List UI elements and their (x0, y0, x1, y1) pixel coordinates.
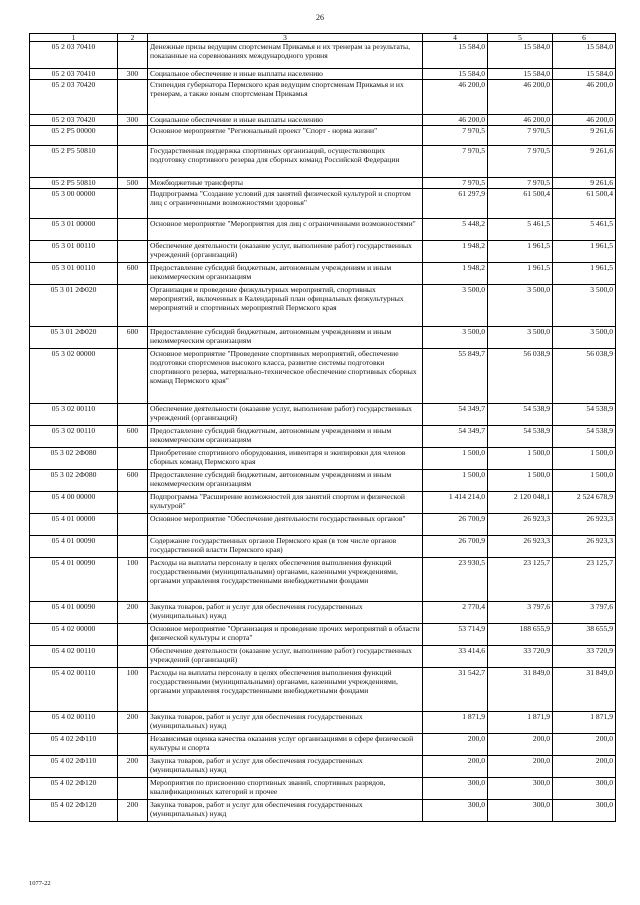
cell-amount-year1: 300,0 (423, 800, 488, 822)
table-row (30, 115, 616, 126)
cell-amount-year1: 1 500,0 (423, 470, 488, 492)
cell-amount-year3: 56 038,9 (553, 349, 616, 404)
cell-expense-type (118, 492, 148, 514)
cell-amount-year3: 200,0 (553, 756, 616, 778)
cell-amount-year1: 33 414,6 (423, 646, 488, 668)
cell-amount-year1: 7 970,5 (423, 146, 488, 178)
table-row (30, 327, 616, 349)
cell-code: 05 3 02 2Ф080 (30, 470, 118, 492)
cell-amount-year1: 1 500,0 (423, 448, 488, 470)
header-col-1: 1 (30, 34, 118, 42)
cell-code: 05 4 02 00110 (30, 646, 118, 668)
cell-code: 05 4 01 00090 (30, 558, 118, 602)
table-row (30, 426, 616, 448)
table-row (30, 241, 616, 263)
cell-amount-year1: 200,0 (423, 756, 488, 778)
header-col-3: 3 (148, 34, 423, 42)
cell-amount-year2: 23 125,7 (488, 558, 553, 602)
cell-amount-year1: 1 948,2 (423, 241, 488, 263)
cell-amount-year2: 56 038,9 (488, 349, 553, 404)
cell-amount-year1: 31 542,7 (423, 668, 488, 712)
table-row (30, 146, 616, 178)
table-row (30, 712, 616, 734)
cell-code: 05 2 03 70410 (30, 42, 118, 69)
cell-code: 05 4 02 2Ф110 (30, 734, 118, 756)
cell-expense-type (118, 349, 148, 404)
cell-code: 05 2 P5 00000 (30, 126, 118, 146)
cell-expense-type (118, 734, 148, 756)
cell-code: 05 4 02 2Ф120 (30, 778, 118, 800)
cell-code: 05 3 02 00110 (30, 404, 118, 426)
cell-expense-type (118, 146, 148, 178)
cell-amount-year2: 54 538,9 (488, 426, 553, 448)
cell-amount-year2: 1 500,0 (488, 448, 553, 470)
cell-amount-year1: 46 200,0 (423, 80, 488, 115)
cell-name: Межбюджетные трансферты (148, 178, 423, 189)
cell-expense-type (118, 42, 148, 69)
cell-amount-year3: 5 461,5 (553, 219, 616, 241)
cell-code: 05 4 00 00000 (30, 492, 118, 514)
cell-amount-year3: 31 849,0 (553, 668, 616, 712)
cell-code: 05 3 00 00000 (30, 189, 118, 219)
cell-code: 05 3 02 2Ф080 (30, 448, 118, 470)
cell-amount-year3: 54 538,9 (553, 426, 616, 448)
cell-amount-year2: 3 797,6 (488, 602, 553, 624)
cell-amount-year3: 300,0 (553, 800, 616, 822)
cell-code: 05 4 02 00000 (30, 624, 118, 646)
cell-amount-year2: 7 970,5 (488, 146, 553, 178)
cell-amount-year2: 200,0 (488, 734, 553, 756)
cell-name: Основное мероприятие "Региональный проект "Спорт - норма жизни" (148, 126, 423, 146)
cell-name: Закупка товаров, работ и услуг для обеспечения государственных (муниципальных) нужд (148, 712, 423, 734)
table-row (30, 558, 616, 602)
table-row (30, 602, 616, 624)
cell-code: 05 4 01 00000 (30, 514, 118, 536)
cell-amount-year2: 3 500,0 (488, 327, 553, 349)
cell-code: 05 3 01 00110 (30, 263, 118, 285)
footer-code: 1077-22 (29, 880, 51, 887)
cell-code: 05 2 P5 50810 (30, 178, 118, 189)
cell-amount-year3: 38 655,9 (553, 624, 616, 646)
cell-amount-year2: 1 500,0 (488, 470, 553, 492)
cell-name: Закупка товаров, работ и услуг для обеспечения государственных (муниципальных) нужд (148, 756, 423, 778)
table-row (30, 492, 616, 514)
cell-name: Социальное обеспечение и иные выплаты населению (148, 115, 423, 126)
cell-code: 05 3 01 2Ф020 (30, 327, 118, 349)
table-row (30, 42, 616, 69)
budget-table (29, 33, 616, 822)
cell-expense-type (118, 778, 148, 800)
cell-amount-year3: 9 261,6 (553, 178, 616, 189)
cell-expense-type (118, 80, 148, 115)
cell-amount-year2: 200,0 (488, 756, 553, 778)
cell-expense-type: 600 (118, 327, 148, 349)
cell-expense-type (118, 404, 148, 426)
cell-name: Организация и проведение физкультурных мероприятий, спортивных мероприятий, включенных в Календарный план официальных физкультурных мероприятий и спортивных мероприятий Пермского края (148, 285, 423, 327)
cell-name: Стипендия губернатора Пермского края ведущим спортсменам Прикамья и их тренерам, а также юным спортсменам Прикамья (148, 80, 423, 115)
cell-code: 05 4 02 2Ф110 (30, 756, 118, 778)
table-row (30, 189, 616, 219)
cell-amount-year1: 3 500,0 (423, 327, 488, 349)
cell-name: Подпрограмма "Создание условий для занятий физической культурой и спортом лиц с ограниченными возможностями здоровья" (148, 189, 423, 219)
cell-expense-type: 200 (118, 602, 148, 624)
cell-amount-year1: 1 871,9 (423, 712, 488, 734)
table-row (30, 734, 616, 756)
table-row (30, 624, 616, 646)
cell-code: 05 4 02 00110 (30, 712, 118, 734)
cell-expense-type: 200 (118, 712, 148, 734)
cell-amount-year3: 46 200,0 (553, 80, 616, 115)
table-row (30, 646, 616, 668)
cell-amount-year3: 1 961,5 (553, 241, 616, 263)
header-col-6: 6 (553, 34, 616, 42)
cell-expense-type (118, 285, 148, 327)
cell-amount-year3: 1 500,0 (553, 448, 616, 470)
cell-amount-year3: 46 200,0 (553, 115, 616, 126)
cell-name: Приобретение спортивного оборудования, инвентаря и экипировки для членов сборных команд Пермского края (148, 448, 423, 470)
cell-amount-year2: 31 849,0 (488, 668, 553, 712)
cell-expense-type: 100 (118, 558, 148, 602)
cell-expense-type: 600 (118, 426, 148, 448)
cell-name: Мероприятия по присвоению спортивных званий, спортивных разрядов, квалификационных категорий и прочее (148, 778, 423, 800)
cell-name: Обеспечение деятельности (оказание услуг, выполнение работ) государственных учреждений (организаций) (148, 241, 423, 263)
cell-expense-type: 600 (118, 470, 148, 492)
cell-expense-type: 300 (118, 115, 148, 126)
table-row (30, 470, 616, 492)
cell-amount-year2: 300,0 (488, 800, 553, 822)
cell-amount-year2: 5 461,5 (488, 219, 553, 241)
table-row (30, 285, 616, 327)
cell-code: 05 3 01 00000 (30, 219, 118, 241)
cell-amount-year1: 3 500,0 (423, 285, 488, 327)
page-number: 26 (316, 13, 324, 22)
cell-expense-type (118, 536, 148, 558)
cell-name: Независимая оценка качества оказания услуг организациями в сфере физической культуры и спорта (148, 734, 423, 756)
cell-amount-year2: 46 200,0 (488, 115, 553, 126)
cell-amount-year1: 26 700,9 (423, 536, 488, 558)
table-row (30, 448, 616, 470)
header-col-4: 4 (423, 34, 488, 42)
cell-expense-type: 500 (118, 178, 148, 189)
cell-amount-year3: 3 500,0 (553, 285, 616, 327)
cell-amount-year1: 46 200,0 (423, 115, 488, 126)
cell-amount-year2: 1 961,5 (488, 241, 553, 263)
cell-code: 05 3 02 00110 (30, 426, 118, 448)
cell-amount-year2: 54 538,9 (488, 404, 553, 426)
cell-amount-year3: 15 584,0 (553, 69, 616, 80)
cell-amount-year3: 1 871,9 (553, 712, 616, 734)
table-row (30, 514, 616, 536)
cell-amount-year1: 61 297,9 (423, 189, 488, 219)
cell-amount-year2: 2 120 048,1 (488, 492, 553, 514)
cell-code: 05 4 02 00110 (30, 668, 118, 712)
cell-expense-type: 100 (118, 668, 148, 712)
cell-name: Основное мероприятие "Проведение спортивных мероприятий, обеспечение подготовки спортсменов высокого класса, развитие системы подготовки спортивного резерва, материально-техническое обеспечение спортивных сборных команд Пермского края" (148, 349, 423, 404)
cell-name: Предоставление субсидий бюджетным, автономным учреждениям и иным некоммерческим организациям (148, 426, 423, 448)
cell-amount-year1: 1 414 214,0 (423, 492, 488, 514)
cell-amount-year2: 46 200,0 (488, 80, 553, 115)
cell-expense-type (118, 189, 148, 219)
header-col-2: 2 (118, 34, 148, 42)
cell-amount-year2: 300,0 (488, 778, 553, 800)
table-row (30, 126, 616, 146)
cell-amount-year1: 7 970,5 (423, 178, 488, 189)
cell-expense-type (118, 514, 148, 536)
table-row (30, 756, 616, 778)
cell-expense-type: 300 (118, 69, 148, 80)
cell-expense-type (118, 126, 148, 146)
cell-code: 05 2 03 70410 (30, 69, 118, 80)
cell-code: 05 3 02 00000 (30, 349, 118, 404)
cell-code: 05 3 01 2Ф020 (30, 285, 118, 327)
cell-code: 05 4 01 00090 (30, 602, 118, 624)
cell-amount-year2: 15 584,0 (488, 42, 553, 69)
cell-name: Предоставление субсидий бюджетным, автономным учреждениям и иным некоммерческим организациям (148, 327, 423, 349)
cell-code: 05 2 P5 50810 (30, 146, 118, 178)
cell-amount-year2: 7 970,5 (488, 126, 553, 146)
cell-amount-year3: 26 923,3 (553, 514, 616, 536)
cell-amount-year3: 1 961,5 (553, 263, 616, 285)
cell-amount-year3: 61 500,4 (553, 189, 616, 219)
cell-amount-year1: 26 700,9 (423, 514, 488, 536)
cell-code: 05 4 02 2Ф120 (30, 800, 118, 822)
cell-amount-year3: 15 584,0 (553, 42, 616, 69)
cell-amount-year3: 23 125,7 (553, 558, 616, 602)
table-row (30, 349, 616, 404)
table-row (30, 178, 616, 189)
cell-amount-year3: 1 500,0 (553, 470, 616, 492)
cell-name: Подпрограмма "Расширение возможностей для занятий спортом и физической культурой" (148, 492, 423, 514)
table-row (30, 69, 616, 80)
cell-name: Предоставление субсидий бюджетным, автономным учреждениям и иным некоммерческим организациям (148, 470, 423, 492)
cell-amount-year1: 7 970,5 (423, 126, 488, 146)
cell-amount-year2: 26 923,3 (488, 514, 553, 536)
table-body (30, 42, 616, 822)
cell-amount-year2: 33 720,9 (488, 646, 553, 668)
cell-amount-year3: 33 720,9 (553, 646, 616, 668)
table-row (30, 778, 616, 800)
cell-amount-year1: 54 349,7 (423, 404, 488, 426)
table-row (30, 263, 616, 285)
cell-expense-type (118, 624, 148, 646)
cell-amount-year3: 300,0 (553, 778, 616, 800)
cell-amount-year2: 1 871,9 (488, 712, 553, 734)
cell-expense-type: 600 (118, 263, 148, 285)
cell-amount-year1: 5 448,2 (423, 219, 488, 241)
cell-amount-year1: 300,0 (423, 778, 488, 800)
cell-amount-year2: 188 655,9 (488, 624, 553, 646)
cell-expense-type (118, 646, 148, 668)
cell-expense-type (118, 241, 148, 263)
cell-name: Обеспечение деятельности (оказание услуг, выполнение работ) государственных учреждений (организаций) (148, 646, 423, 668)
cell-amount-year2: 61 500,4 (488, 189, 553, 219)
table-row (30, 219, 616, 241)
cell-amount-year1: 55 849,7 (423, 349, 488, 404)
cell-amount-year2: 3 500,0 (488, 285, 553, 327)
cell-amount-year3: 9 261,6 (553, 126, 616, 146)
table-row (30, 800, 616, 822)
cell-code: 05 3 01 00110 (30, 241, 118, 263)
cell-name: Основное мероприятие "Организация и проведение прочих мероприятий в области физической культуры и спорта" (148, 624, 423, 646)
cell-name: Расходы на выплаты персоналу в целях обеспечения выполнения функций государственными (муниципальными) органами, казенными учреждениями, органами управления государственными внебюджетными фондами (148, 558, 423, 602)
table-row (30, 404, 616, 426)
cell-name: Закупка товаров, работ и услуг для обеспечения государственных (муниципальных) нужд (148, 602, 423, 624)
cell-amount-year3: 2 524 678,9 (553, 492, 616, 514)
cell-expense-type (118, 219, 148, 241)
cell-amount-year1: 15 584,0 (423, 69, 488, 80)
header-col-5: 5 (488, 34, 553, 42)
cell-amount-year1: 15 584,0 (423, 42, 488, 69)
cell-code: 05 4 01 00090 (30, 536, 118, 558)
table-header-row (30, 34, 616, 42)
cell-name: Обеспечение деятельности (оказание услуг, выполнение работ) государственных учреждений (организаций) (148, 404, 423, 426)
cell-amount-year3: 200,0 (553, 734, 616, 756)
cell-name: Денежные призы ведущим спортсменам Прикамья и их тренерам за результаты, показанные на соревнованиях международного уровня (148, 42, 423, 69)
cell-name: Расходы на выплаты персоналу в целях обеспечения выполнения функций государственными (муниципальными) органами, казенными учреждениями, органами управления государственными внебюджетными фондами (148, 668, 423, 712)
cell-name: Социальное обеспечение и иные выплаты населению (148, 69, 423, 80)
cell-code: 05 2 03 70420 (30, 80, 118, 115)
cell-amount-year3: 9 261,6 (553, 146, 616, 178)
cell-code: 05 2 03 70420 (30, 115, 118, 126)
cell-name: Основное мероприятие "Мероприятия для лиц с ограниченными возможностями" (148, 219, 423, 241)
cell-amount-year3: 3 500,0 (553, 327, 616, 349)
cell-amount-year1: 54 349,7 (423, 426, 488, 448)
cell-amount-year2: 7 970,5 (488, 178, 553, 189)
table-row (30, 80, 616, 115)
cell-expense-type: 200 (118, 756, 148, 778)
cell-amount-year1: 2 770,4 (423, 602, 488, 624)
cell-amount-year2: 26 923,3 (488, 536, 553, 558)
table-row (30, 536, 616, 558)
cell-amount-year1: 1 948,2 (423, 263, 488, 285)
cell-amount-year2: 15 584,0 (488, 69, 553, 80)
cell-amount-year3: 26 923,3 (553, 536, 616, 558)
cell-amount-year2: 1 961,5 (488, 263, 553, 285)
cell-amount-year1: 23 930,5 (423, 558, 488, 602)
cell-amount-year3: 3 797,6 (553, 602, 616, 624)
cell-amount-year3: 54 538,9 (553, 404, 616, 426)
cell-amount-year1: 53 714,9 (423, 624, 488, 646)
cell-expense-type (118, 448, 148, 470)
cell-name: Содержание государственных органов Пермского края (в том числе органов государственной власти Пермского края) (148, 536, 423, 558)
cell-expense-type: 200 (118, 800, 148, 822)
cell-name: Основное мероприятие "Обеспечение деятельности государственных органов" (148, 514, 423, 536)
cell-name: Государственная поддержка спортивных организаций, осуществляющих подготовку спортивного резерва для сборных команд Российской Федерации (148, 146, 423, 178)
cell-name: Предоставление субсидий бюджетным, автономным учреждениям и иным некоммерческим организациям (148, 263, 423, 285)
cell-amount-year1: 200,0 (423, 734, 488, 756)
cell-name: Закупка товаров, работ и услуг для обеспечения государственных (муниципальных) нужд (148, 800, 423, 822)
table-row (30, 668, 616, 712)
